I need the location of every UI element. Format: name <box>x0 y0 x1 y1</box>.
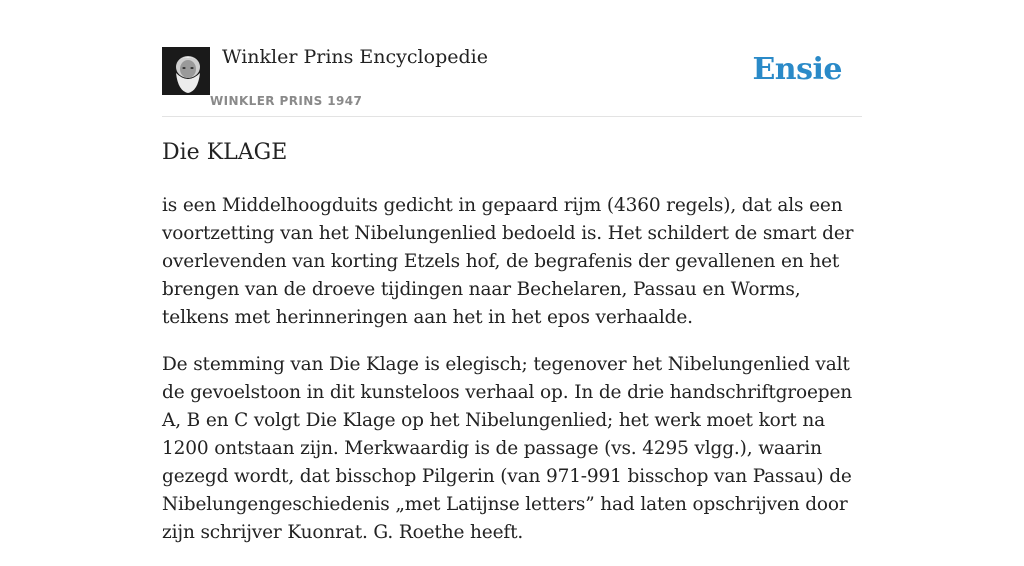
article-title: Die KLAGE <box>162 140 288 165</box>
site-title[interactable]: Winkler Prins Encyclopedie <box>222 46 488 68</box>
article-paragraph: is een Middelhoogduits gedicht in gepaard rijm (4360 regels), dat als een voortzetting van het Nibelungenlied bedoeld is. Het schildert de smart der overlevenden van korting Etzels hof, de begrafenis der gevallenen en het brengen van de droeve tijdingen naar Bechelaren, Passau en Worms, telkens met herinneringen aan het in het epos verhaalde. <box>162 195 854 328</box>
site-header <box>162 40 862 117</box>
bearded-man-portrait-icon <box>162 47 210 95</box>
site-subtitle: WINKLER PRINS 1947 <box>210 94 363 108</box>
ensie-logo[interactable]: Ensie <box>752 52 842 87</box>
avatar[interactable] <box>162 47 210 95</box>
article-paragraph: De stemming van Die Klage is elegisch; tegenover het Nibelungenlied valt de gevoelstoon in dit kunsteloos verhaal op. In de drie handschriftgroepen A, B en C volgt Die Klage op het Nibelungenlied; het werk moet kort na 1200 ontstaan zijn. Merkwaardig is de passage (vs. 4295 vlgg.), waarin gezegd wordt, dat bisschop Pilgerin (van 971-991 bisschop van Passau) de Nibelungengeschiedenis „met Latijnse letters” had laten opschrijven door zijn schrijver Kuonrat. G. Roethe heeft. <box>162 354 853 543</box>
article-body <box>162 192 862 566</box>
